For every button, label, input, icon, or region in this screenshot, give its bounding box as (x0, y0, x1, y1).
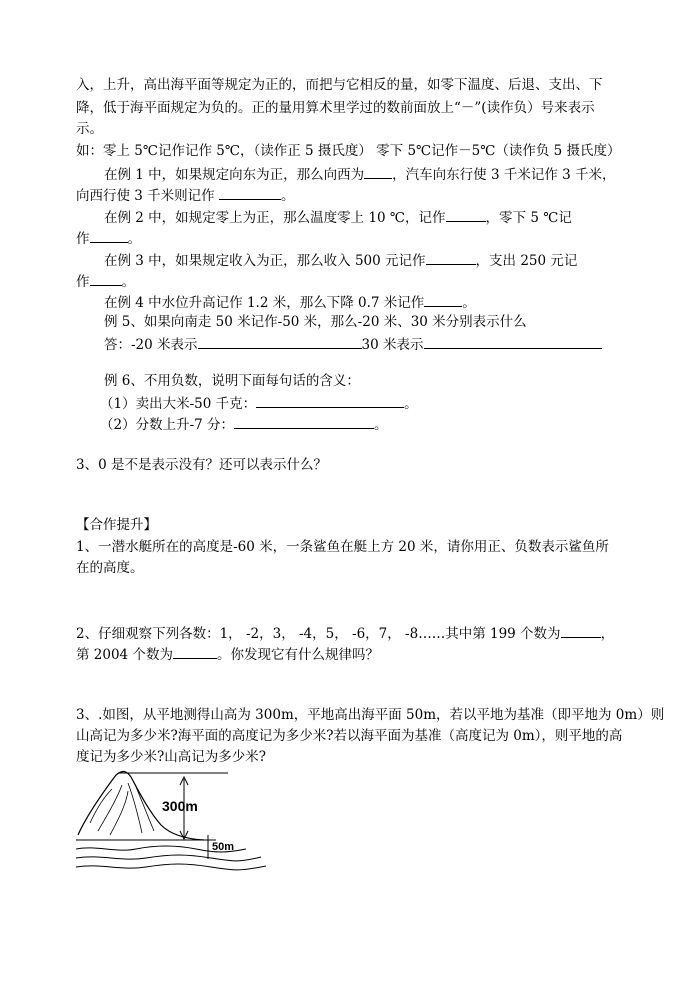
intro-line-2: 降，低于海平面规定为负的。正的量用算术里学过的数前面放上“－”(读作负）号来表示 (76, 100, 595, 116)
example-6-item-1 (100, 393, 418, 413)
example-2-text-c: 作 (76, 231, 90, 247)
example-5-answer (104, 334, 602, 354)
example-1-text-c: 向西行使 3 千米则记作 (76, 188, 215, 204)
example-5-answer-1-label: 答：-20 米表示 (104, 337, 198, 353)
example-6-item-1-label: （1）卖出大米-50 千克： (100, 396, 257, 412)
example-6-item-2-label: （2）分数上升-7 分： (100, 417, 235, 433)
example-2-line-2 (76, 228, 141, 248)
example-2-text-d: 。 (127, 231, 141, 247)
problem-2-line-1 (76, 623, 614, 643)
example-6-item-2-end: 。 (374, 417, 388, 433)
problem-2-text-a: 2、仔细观察下列各数：1， -2，3， -4，5， -6，7， -8……其中第 199 个数为 (76, 626, 561, 642)
example-6-blank-1[interactable] (256, 393, 404, 408)
mountain-figure (76, 765, 286, 875)
problem-1-line-1: 1、一潜水艇所在的高度是-60 米，一条鲨鱼在艇上方 20 米，请你用正、负数表示鲨鱼所 (76, 539, 609, 555)
problem-1-line-2: 在的高度。 (76, 560, 144, 576)
problem-3-line-2: 山高记为多少米?海平面的高度记为多少米?若以海平面为基准（高度记为 0m），则平地的高 (76, 728, 623, 744)
example-1-line-2 (76, 185, 294, 205)
problem-2-blank-2[interactable] (173, 644, 217, 659)
problem-2-text-b: ， (600, 626, 615, 642)
problem-2-line-2 (76, 644, 379, 664)
example-5-blank-2[interactable] (424, 334, 602, 349)
label-300m: 300m (162, 798, 198, 814)
example-4-line (104, 292, 476, 312)
mountain-ridges (90, 783, 154, 835)
example-3-line-2 (76, 271, 135, 291)
intro-line-2b: 示。 (76, 121, 103, 137)
example-1-blank-1[interactable] (364, 164, 392, 179)
example-3-blank-2[interactable] (90, 271, 122, 286)
example-3-text-a: 在例 3 中，如果规定收入为正，那么收入 500 元记作 (104, 253, 426, 269)
problem-2-text-c: 第 2004 个数为 (76, 647, 173, 663)
example-3-line-1 (104, 250, 577, 270)
problem-2-text-d: 。你发现它有什么规律吗？ (216, 647, 379, 663)
example-2-text-a: 在例 2 中，如规定零上为正，那么温度零上 10 ℃，记作 (104, 210, 446, 226)
question-3: 3、0 是不是表示没有？还可以表示什么？ (76, 457, 327, 473)
example-5-blank-1[interactable] (198, 334, 362, 349)
example-6-item-2 (100, 414, 388, 434)
intro-line-1: 入，上升，高出海平面等规定为正的，而把与它相反的量，如零下温度、后退、支出、下 (76, 77, 603, 93)
example-5-answer-2-label: 30 米表示 (361, 337, 424, 353)
example-2-line-1 (104, 207, 572, 227)
example-1-line-1 (104, 164, 616, 184)
example-2-blank-2[interactable] (90, 228, 128, 243)
example-4-text-b: 。 (462, 295, 476, 311)
example-2-text-b: ，零下 5 ℃记 (485, 210, 572, 226)
problem-3-line-1: 3、.如图，从平地测得山高为 300m，平地高出海平面 50m，若以平地为基准（即平地为 0m）则 (76, 707, 665, 723)
example-6-item-1-end: 。 (404, 396, 418, 412)
example-5-question: 例 5、如果向南走 50 米记作-50 米，那么-20 米、30 米分别表示什么 (104, 314, 527, 330)
wave-2 (76, 855, 261, 861)
example-1-text-d: 。 (280, 188, 295, 204)
problem-3-line-3: 度记为多少米?山高记为多少米? (76, 749, 266, 765)
label-50m: 50m (212, 841, 235, 853)
intro-line-3: 如：零上 5℃记作记作 5℃，（读作正 5 摄氏度） 零下 5℃记作－5℃（读作负 5 摄氏度） (76, 143, 621, 159)
example-3-text-d: 。 (121, 274, 135, 290)
example-4-blank[interactable] (424, 292, 462, 307)
wave-3 (76, 864, 266, 870)
problem-2-blank-1[interactable] (561, 623, 601, 638)
section-title: 【合作提升】 (76, 517, 157, 533)
example-2-blank-1[interactable] (446, 207, 486, 222)
example-6-question: 例 6、不用负数，说明下面每句话的含义： (104, 373, 360, 389)
example-1-text-a: 在例 1 中，如果规定向东为正，那么向西为 (104, 167, 365, 183)
example-3-text-c: 作 (76, 274, 90, 290)
example-3-text-b: ，支出 250 元记 (475, 253, 578, 269)
example-3-blank-1[interactable] (426, 250, 476, 265)
example-6-blank-2[interactable] (234, 414, 374, 429)
example-1-text-b: ，汽车向东行使 3 千米记作 3 千米， (392, 167, 616, 183)
example-1-blank-2[interactable] (219, 185, 281, 200)
example-4-text-a: 在例 4 中水位升高记作 1.2 米，那么下降 0.7 米记作 (104, 295, 425, 311)
